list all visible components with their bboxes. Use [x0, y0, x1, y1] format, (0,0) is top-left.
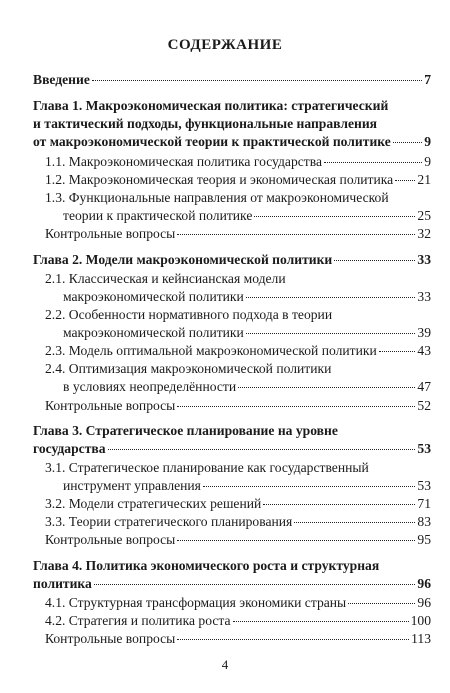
entry-page: 33 [417, 252, 431, 267]
toc-entry-section-4-1[interactable] [45, 594, 431, 611]
toc-entry-section-1-1[interactable] [45, 153, 431, 170]
entry-title: Контрольные вопросы [45, 398, 176, 413]
entry-page: 9 [424, 134, 431, 149]
dot-leader [294, 522, 415, 523]
dot-leader [324, 162, 422, 163]
toc-entry-section-2-4[interactable] [63, 378, 431, 395]
entry-page: 52 [417, 398, 431, 413]
entry-page: 96 [417, 576, 431, 591]
dot-leader [379, 351, 416, 352]
entry-title: Контрольные вопросы [45, 226, 176, 241]
entry-page: 53 [417, 441, 431, 456]
entry-page: 71 [417, 496, 431, 511]
toc-entry-chapter-3[interactable] [33, 440, 431, 457]
dot-leader [233, 621, 409, 622]
entry-title: в условиях неопределённости [63, 379, 237, 394]
entry-title: Контрольные вопросы [45, 532, 176, 547]
section-2-2-line-1[interactable]: 2.2. Особенности нормативного подхода в теории [45, 307, 333, 322]
entry-title: Контрольные вопросы [45, 631, 176, 646]
entry-title: макроэкономической политики [63, 325, 244, 340]
dot-leader [92, 80, 422, 81]
entry-page: 53 [417, 478, 431, 493]
dot-leader [177, 639, 409, 640]
entry-page: 47 [417, 379, 431, 394]
dot-leader [393, 142, 422, 143]
dot-leader [108, 449, 416, 450]
entry-page: 7 [424, 72, 431, 87]
toc-entry-chapter-1[interactable] [33, 133, 431, 150]
entry-title: Введение [33, 72, 90, 87]
entry-title: 2.3. Модель оптимальной макроэкономической политики [45, 343, 377, 358]
entry-title: инструмент управления [63, 478, 201, 493]
toc-entry-section-3-1[interactable] [63, 477, 431, 494]
toc-entry-questions-3[interactable] [45, 531, 431, 548]
dot-leader [263, 504, 415, 505]
chapter-3-title-line-1[interactable]: Глава 3. Стратегическое планирование на уровне [33, 423, 338, 438]
section-2-1-line-1[interactable]: 2.1. Классическая и кейнсианская модели [45, 271, 286, 286]
entry-title: государства [33, 441, 106, 456]
section-1-3-line-1[interactable]: 1.3. Функциональные направления от макроэкономической [45, 190, 389, 205]
entry-title: 3.2. Модели стратегических решений [45, 496, 262, 511]
dot-leader [395, 180, 415, 181]
entry-page: 9 [424, 154, 431, 169]
entry-title: теории к практической политике [63, 208, 253, 223]
dot-leader [246, 333, 416, 334]
entry-page: 113 [411, 631, 431, 646]
dot-leader [246, 297, 416, 298]
toc-entry-section-1-3[interactable] [63, 207, 431, 224]
entry-page: 33 [417, 289, 431, 304]
page-number: 4 [221, 657, 229, 672]
toc-entry-section-1-2[interactable] [45, 171, 431, 188]
entry-title: 1.2. Макроэкономическая теория и экономическая политика [45, 172, 394, 187]
entry-title: 4.1. Структурная трансформация экономики страны [45, 595, 347, 610]
toc-entry-questions-2[interactable] [45, 397, 431, 414]
entry-page: 39 [417, 325, 431, 340]
chapter-1-title-line-2[interactable]: и тактический подходы, функциональные направления [33, 116, 378, 131]
entry-page: 100 [410, 613, 431, 628]
dot-leader [94, 584, 416, 585]
chapter-1-title-line-1[interactable]: Глава 1. Макроэкономическая политика: стратегический [33, 98, 389, 113]
entry-page: 95 [417, 532, 431, 547]
entry-title: Глава 2. Модели макроэкономической политики [33, 252, 333, 267]
entry-title: от макроэкономической теории к практической политике [33, 134, 391, 149]
dot-leader [238, 387, 415, 388]
toc-entry-section-3-2[interactable] [45, 495, 431, 512]
entry-title: политика [33, 576, 92, 591]
dot-leader [177, 234, 415, 235]
entry-title: макроэкономической политики [63, 289, 244, 304]
entry-title: 4.2. Стратегия и политика роста [45, 613, 231, 628]
toc-entry-questions-1[interactable] [45, 225, 431, 242]
toc-entry-section-4-2[interactable] [45, 612, 431, 629]
entry-page: 43 [417, 343, 431, 358]
section-3-1-line-1[interactable]: 3.1. Стратегическое планирование как государственный [45, 460, 369, 475]
page-title: СОДЕРЖАНИЕ [167, 37, 283, 53]
toc-entry-chapter-4[interactable] [33, 575, 431, 592]
entry-title: 3.3. Теории стратегического планирования [45, 514, 293, 529]
entry-page: 83 [417, 514, 431, 529]
toc-entry-introduction[interactable] [33, 71, 431, 88]
toc-entry-section-2-2[interactable] [63, 324, 431, 341]
entry-page: 25 [417, 208, 431, 223]
toc-entry-section-2-3[interactable] [45, 342, 431, 359]
dot-leader [203, 486, 415, 487]
toc-entry-questions-4[interactable] [45, 630, 431, 647]
dot-leader [348, 603, 415, 604]
entry-page: 96 [417, 595, 431, 610]
dot-leader [334, 260, 415, 261]
toc-entry-section-3-3[interactable] [45, 513, 431, 530]
dot-leader [254, 216, 415, 217]
dot-leader [177, 406, 415, 407]
toc-entry-chapter-2[interactable] [33, 251, 431, 268]
dot-leader [177, 540, 415, 541]
entry-page: 21 [417, 172, 431, 187]
section-2-4-line-1[interactable]: 2.4. Оптимизация макроэкономической политики [45, 361, 332, 376]
toc-entry-section-2-1[interactable] [63, 288, 431, 305]
entry-title: 1.1. Макроэкономическая политика государства [45, 154, 322, 169]
entry-page: 32 [417, 226, 431, 241]
chapter-4-title-line-1[interactable]: Глава 4. Политика экономического роста и структурная [33, 558, 380, 573]
